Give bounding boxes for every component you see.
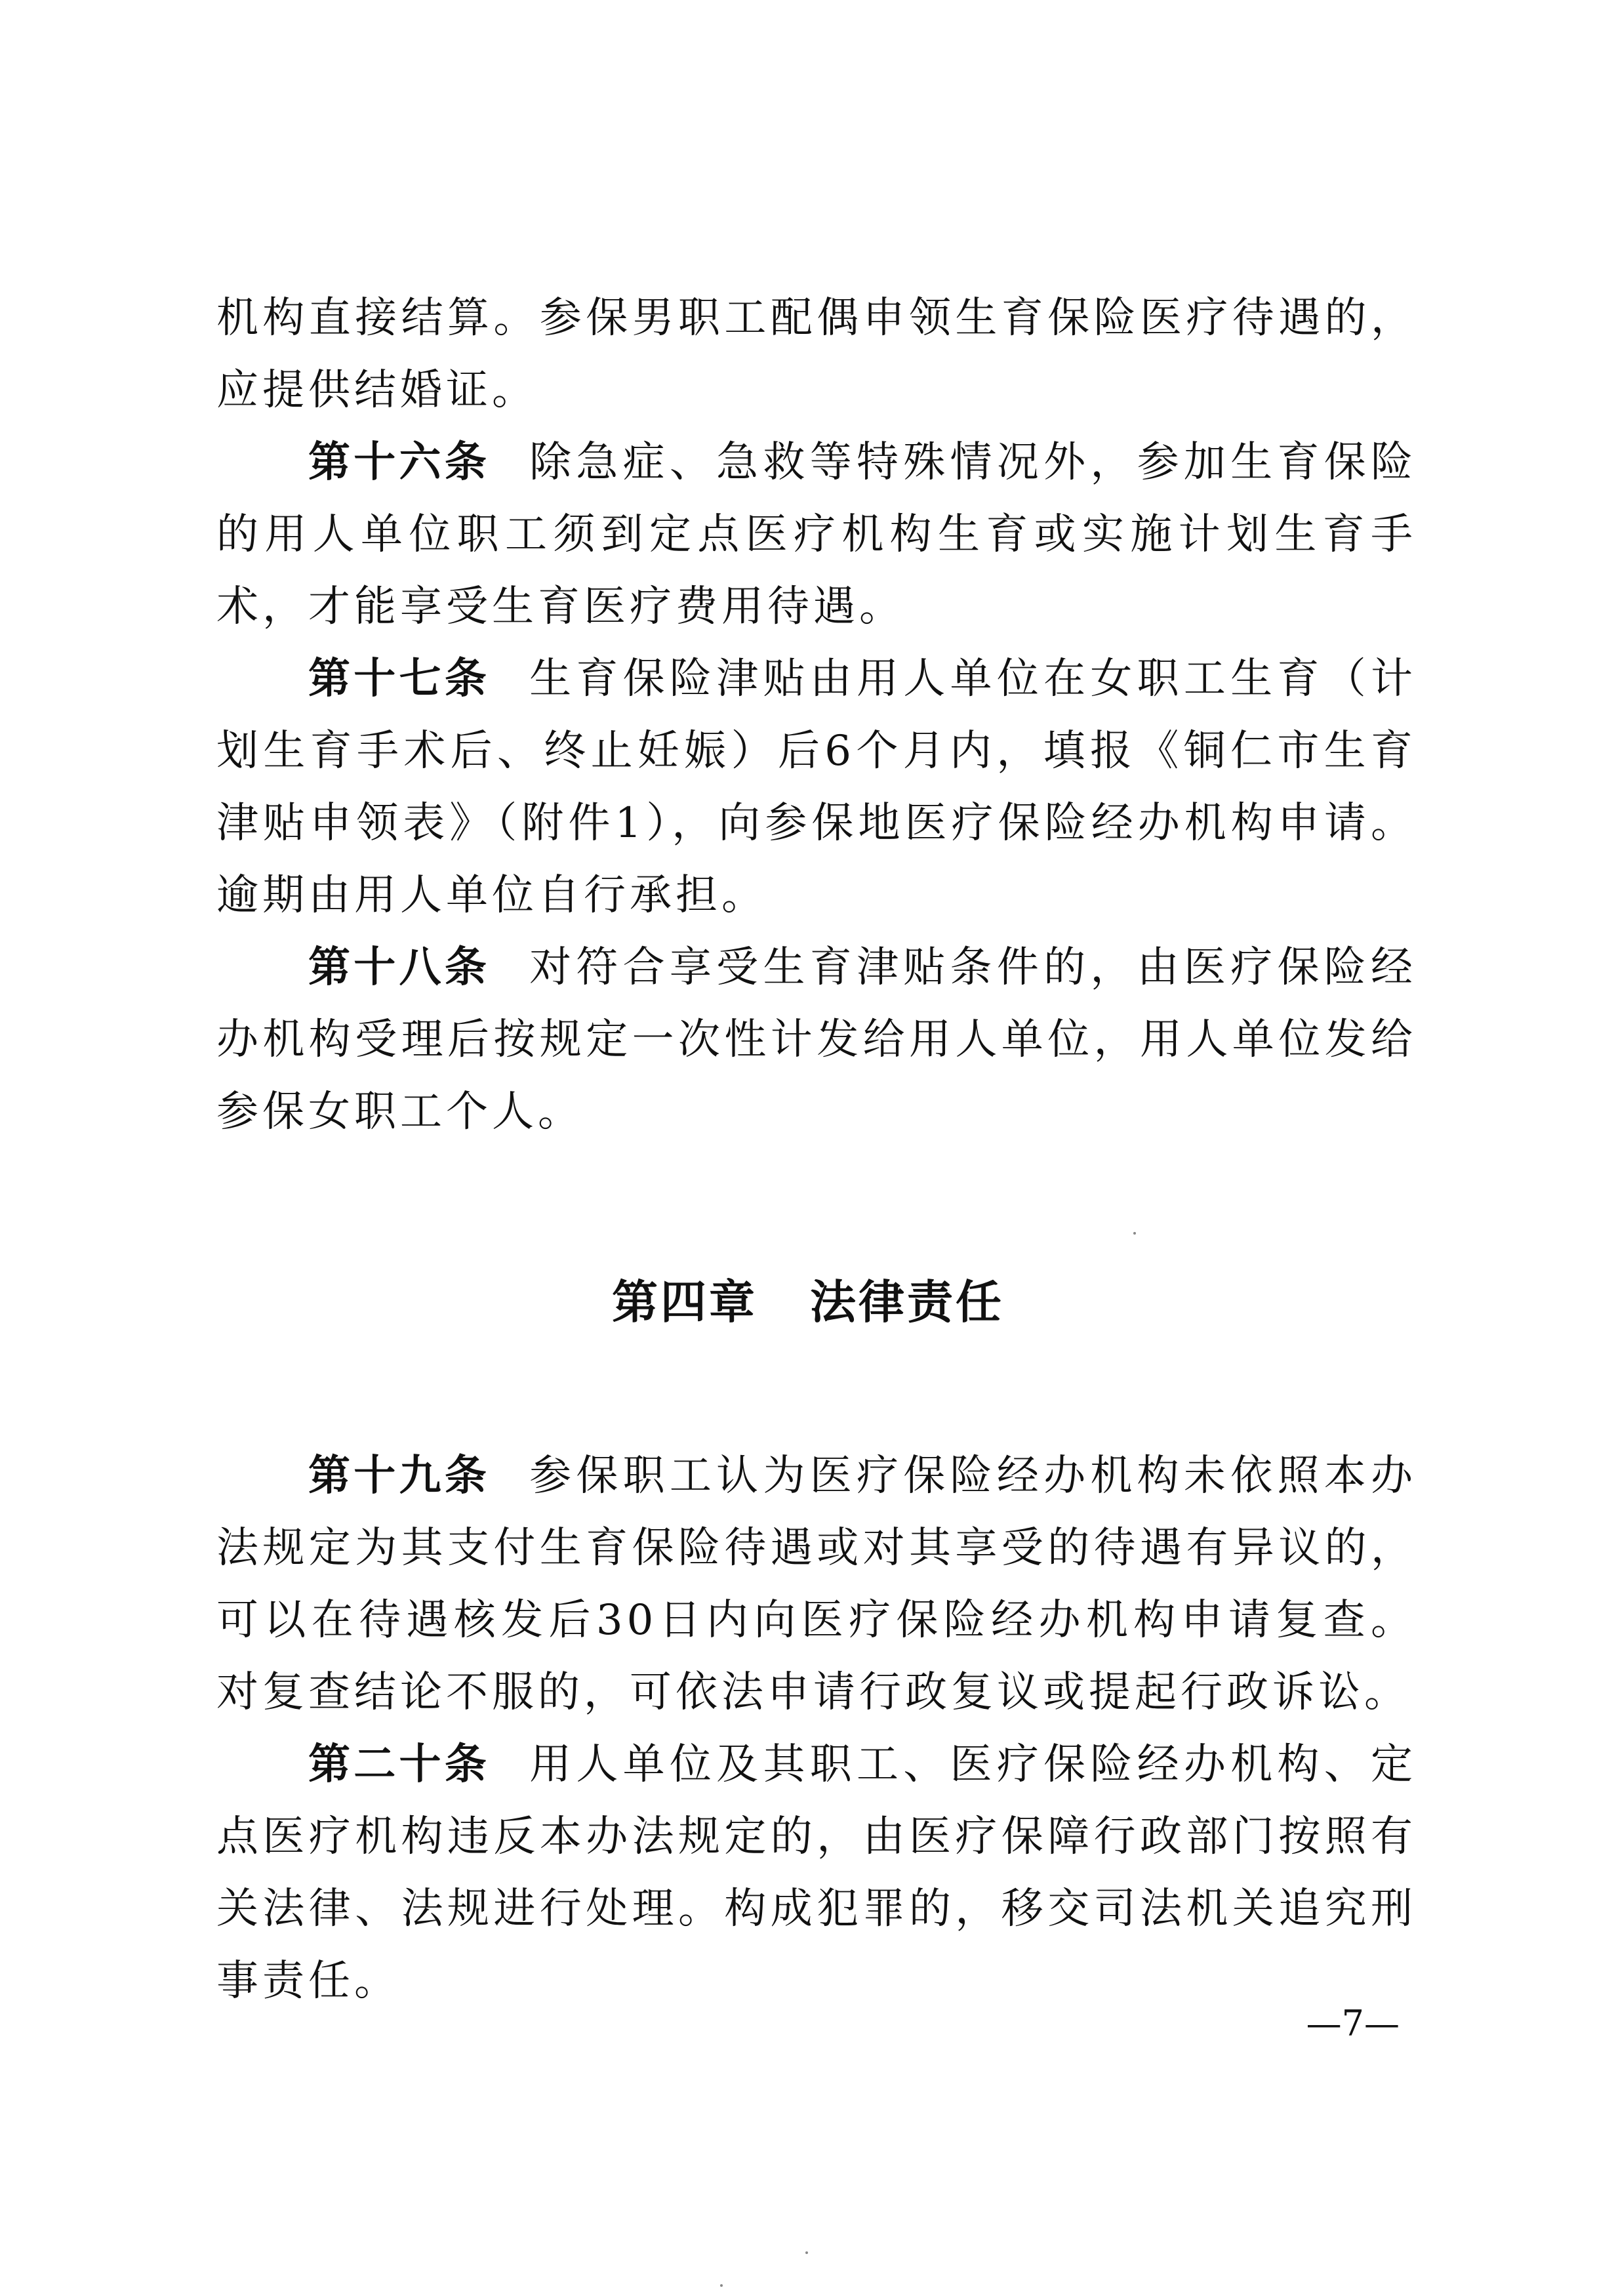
chapter-number: 第四章 [612, 1275, 758, 1329]
scan-speck [805, 2251, 808, 2254]
article-19-text: 参保职工认为医疗保险经办机构未依照本办法规定为其支付生育保险待遇或对其享受的待遇有异议的，可以在待遇核发后30日内向医疗保险经办机构申请复查。对复查结论不服的，可依法申请行政复议或提起行政诉讼。 [216, 1452, 1417, 1717]
article-19-label: 第十九条 [308, 1452, 491, 1500]
article-17-text: 生育保险津贴由用人单位在女职工生育（计划生育手术后、终止妊娠）后6个月内，填报《铜仁市生育津贴申领表》（附件1），向参保地医疗保险经办机构申请。逾期由用人单位自行承担。 [216, 655, 1417, 920]
article-18 [216, 932, 1417, 1148]
chapter-title: 法律责任 [810, 1275, 1004, 1329]
page-number: —7— [1306, 2003, 1400, 2044]
chapter-heading [0, 1269, 1616, 1335]
article-18-text: 对符合享受生育津贴条件的，由医疗保险经办机构受理后按规定一次性计发给用人单位，用人单位发给参保女职工个人。 [216, 943, 1417, 1136]
article-16 [216, 426, 1417, 643]
article-20-label: 第二十条 [308, 1740, 491, 1789]
body-text-after-chapter [216, 1440, 1417, 2017]
article-17 [216, 643, 1417, 932]
article-20-text: 用人单位及其职工、医疗保险经办机构、定点医疗机构违反本办法规定的，由医疗保障行政部门按照有关法律、法规进行处理。构成犯罪的，移交司法机关追究刑事责任。 [216, 1740, 1417, 2005]
scan-speck [720, 2284, 723, 2287]
body-text-before-chapter [216, 282, 1417, 1148]
article-20 [216, 1729, 1417, 2017]
article-19 [216, 1440, 1417, 1729]
article-17-label: 第十七条 [308, 655, 491, 703]
article-16-label: 第十六条 [308, 438, 491, 487]
article-16-text: 除急症、急救等特殊情况外，参加生育保险的用人单位职工须到定点医疗机构生育或实施计划生育手术，才能享受生育医疗费用待遇。 [216, 438, 1417, 631]
intro-paragraph: 机构直接结算。参保男职工配偶申领生育保险医疗待遇的，应提供结婚证。 [216, 294, 1417, 415]
scan-speck [1133, 1232, 1136, 1235]
article-18-label: 第十八条 [308, 943, 491, 992]
